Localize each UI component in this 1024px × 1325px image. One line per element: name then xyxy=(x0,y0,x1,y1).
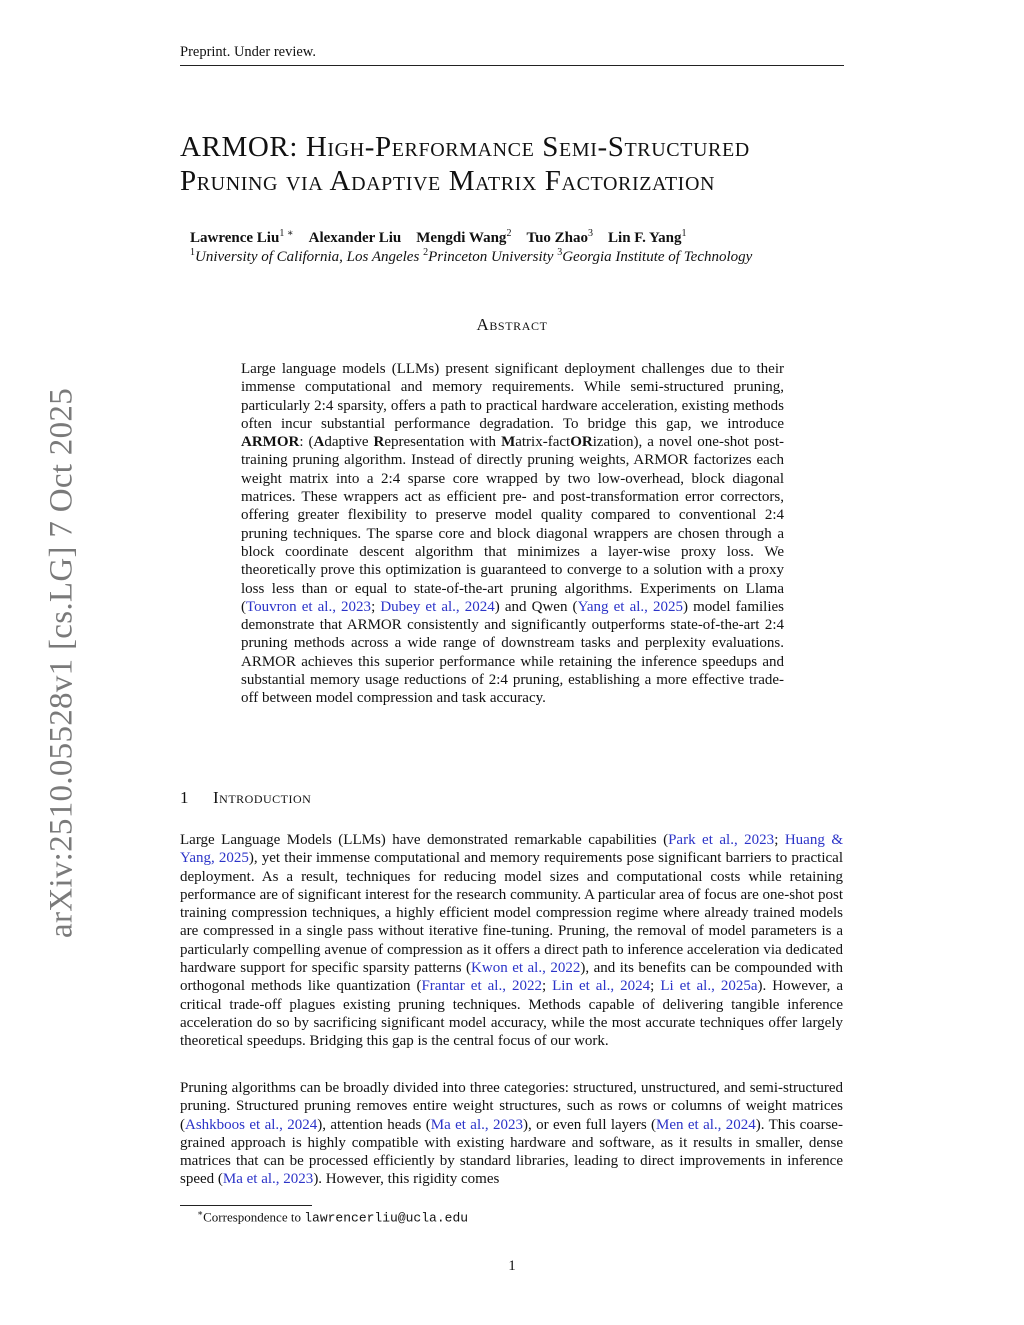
citation-link[interactable]: Park et al., 2023 xyxy=(668,832,775,848)
citation-link[interactable]: Huang & Yang, 2025 xyxy=(180,832,843,867)
intro-paragraph: Large Language Models (LLMs) have demonstrated remarkable capabilities (Park et al., 2023; Huang & Yang, 2025), yet their immense computational and memory requirements pose significant barriers to practical deployment. As a result, techniques for reducing model sizes and computational costs while retaining performance are of significant interest for the research community. A particular area of focus are one-shot post training compression techniques, a highly efficient model compression regime where already trained models are compressed in a single pass without iterative fine-tuning. Pruning, the removal of model parameters is a particularly compelling avenue of compression as it offers a direct path to inference acceleration via dedicated hardware support for specific sparsity patterns (Kwon et al., 2022), and its benefits can be compounded with orthogonal methods like quantization (Frantar et al., 2022; Lin et al., 2024; Li et al., 2025a). However, a critical trade-off plagues existing pruning techniques. Methods capable of delivering tangible inference acceleration do so by sacrificing significant model accuracy, while the most accurate techniques offer largely theoretical speedups. Bridging this gap is the central focus of our work. xyxy=(180,832,844,1050)
paper-title xyxy=(180,130,860,198)
affiliation: Princeton University xyxy=(428,249,554,265)
citation-link[interactable]: Lin et al., 2024 xyxy=(552,978,651,995)
citation-link[interactable]: Men et al., 2024 xyxy=(656,1116,756,1133)
section-heading xyxy=(180,788,311,808)
citation-link[interactable]: Kwon et al., 2022 xyxy=(471,960,581,977)
citation-link[interactable]: Li et al., 2025a xyxy=(660,978,758,995)
title-line-1: ARMOR: High-Performance Semi-Structured xyxy=(180,131,750,163)
citation-link[interactable]: Ma et al., 2023 xyxy=(430,1116,523,1133)
footnote: ∗Correspondence to lawrencerliu@ucla.edu xyxy=(197,1208,469,1226)
running-header: Preprint. Under review. xyxy=(180,44,316,60)
author: Lin F. Yang$^1$ xyxy=(608,228,687,246)
affiliation: Georgia Institute of Technology xyxy=(562,249,753,265)
author: Tuo Zhao$^3$ xyxy=(526,228,594,246)
footnote-rule xyxy=(180,1205,312,1206)
abstract-heading: Abstract xyxy=(476,315,548,334)
affiliations: $^1$University of California, Los Angeles $^2$Princeton University $^3$Georgia Institute of Technology xyxy=(190,247,753,265)
header-rule xyxy=(180,65,844,66)
author: Alexander Liu xyxy=(308,230,402,246)
author: Lawrence Liu$^{1 ∗}$ xyxy=(190,228,294,246)
citation-link[interactable]: Yang et al., 2025 xyxy=(577,598,683,615)
author-list xyxy=(190,228,830,247)
citation-link[interactable]: Touvron et al., 2023 xyxy=(246,598,372,615)
title-line-2: Pruning via Adaptive Matrix Factorization xyxy=(180,165,716,197)
section-number: 1 xyxy=(180,788,189,807)
citation-link[interactable]: Frantar et al., 2022 xyxy=(421,978,542,995)
abstract-text: Large language models (LLMs) present significant deployment challenges due to their immense computational and memory requirements. While semi-structured pruning, particularly 2:4 sparsity, offers a path to practical hardware acceleration, existing methods often incur substantial performance degradation. To bridge this gap, we introduce ARMOR: (Adaptive Representation with Matrix-factORization), a novel one-shot post-training pruning algorithm. Instead of directly pruning weights, ARMOR factorizes each weight matrix into a 2:4 sparse core wrapped by two low-overhead, block diagonal matrices. These wrappers act as efficient pre- and post-transformation error correctors, offering greater flexibility to preserve model quality compared to conventional 2:4 pruning techniques. The sparse core and block diagonal wrappers are chosen through a block coordinate descent algorithm that minimizes a layer-wise proxy loss. We theoretically prove this optimization is guaranteed to converge to a solution with a proxy loss less than or equal to state-of-the-art pruning algorithms. Experiments on Llama (Touvron et al., 2023; Dubey et al., 2024) and Qwen (Yang et al., 2025) model families demonstrate that ARMOR consistently and significantly outperforms state-of-the-art 2:4 pruning methods across a wide range of downstream tasks and perplexity evaluations. ARMOR achieves this superior performance while retaining the inference speedups and substantial memory usage reductions of 2:4 pruning, establishing a more effective trade-off between model compression and task accuracy. xyxy=(241,361,785,707)
author: Mengdi Wang$^2$ xyxy=(416,228,512,246)
citation-link[interactable]: Ma et al., 2023 xyxy=(222,1171,314,1188)
citation-link[interactable]: Ashkboos et al., 2024 xyxy=(185,1116,318,1133)
arxiv-id[interactable]: arXiv:2510.05528v1 [cs.LG] 7 Oct 2025 xyxy=(43,387,80,939)
citation-link[interactable]: Dubey et al., 2024 xyxy=(380,598,495,615)
affiliation: University of California, Los Angeles xyxy=(195,249,420,265)
section-title: Introduction xyxy=(213,788,312,807)
intro-paragraph: Pruning algorithms can be broadly divided into three categories: structured, unstructured, and semi-structured pruning. Structured pruning removes entire weight structures, such as rows or columns of weight matrices (Ashkboos et al., 2024), attention heads (Ma et al., 2023), or even full layers (Men et al., 2024). This coarse-grained approach is highly compatible with existing hardware and software, as it results in smaller, dense matrices that can be processed efficiently by standard libraries, leading to direct improvements in inference speed (Ma et al., 2023). However, this rigidity comes xyxy=(180,1080,843,1188)
page-number: 1 xyxy=(508,1258,516,1274)
email-link[interactable]: lawrencerliu@ucla.edu xyxy=(304,1210,469,1226)
